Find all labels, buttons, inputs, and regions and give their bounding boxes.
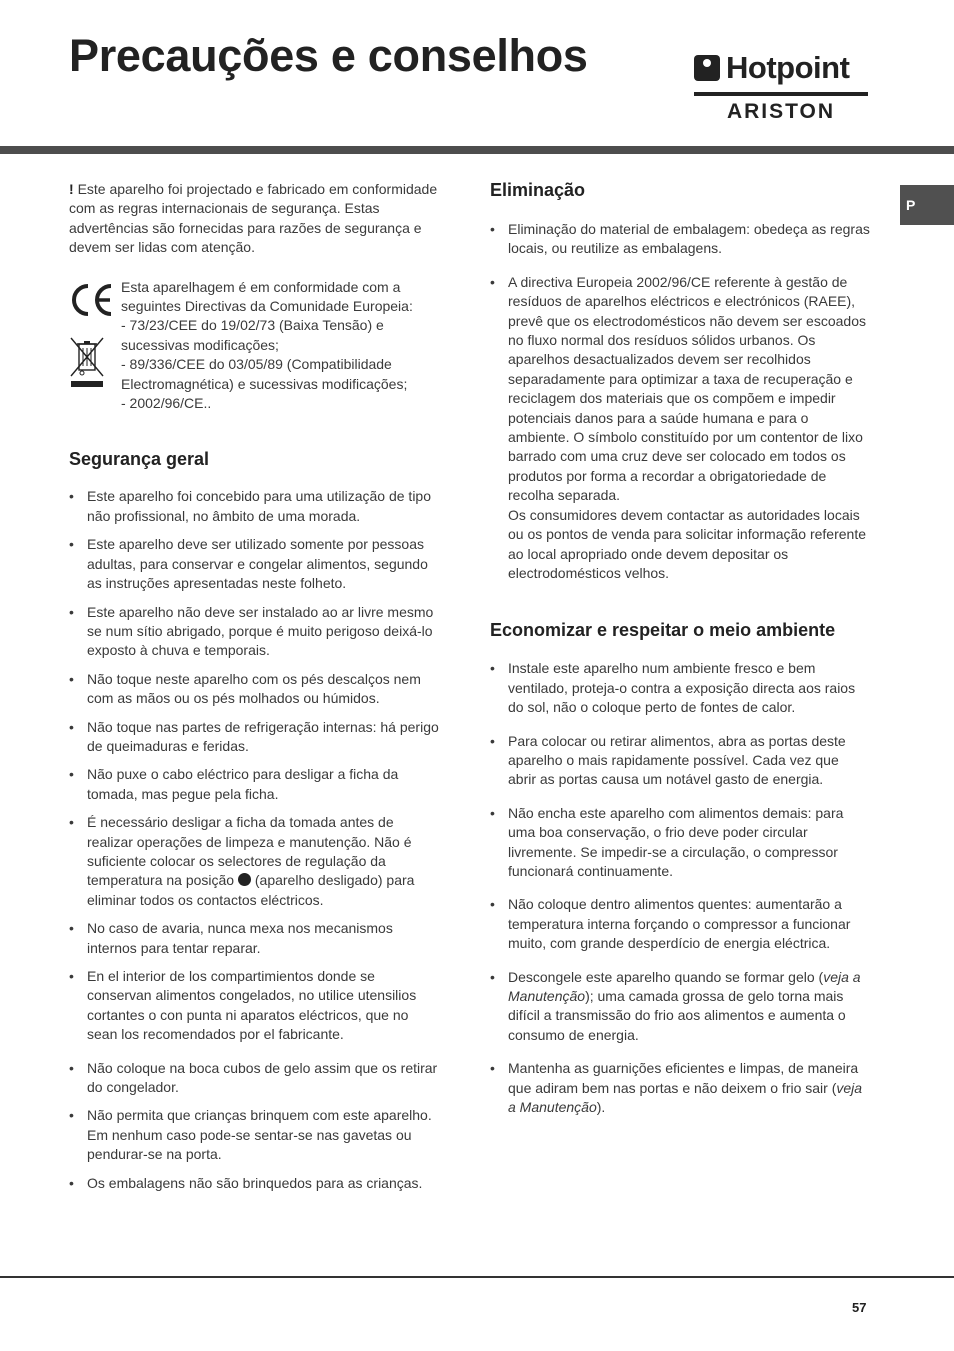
list-item: • Para colocar ou retirar alimentos, abra as portas deste aparelho o mais rapidamente possível. Cada vez que abrir as portas causa um notável gasto de energia. (490, 732, 870, 790)
brand-logo (694, 50, 870, 126)
warning-icon: ! (69, 181, 74, 197)
intro-text: Este aparelho foi projectado e fabricado em conformidade com as regras internacionais de segurança. Estas advertências são fornecidas para razões de segurança e devem ser lidas com atenção. (69, 181, 438, 256)
list-item: • Este aparelho foi concebido para uma utilização de tipo não profissional, no âmbito de uma morada. (69, 487, 441, 526)
section-heading-economizar: Economizar e respeitar o meio ambiente (490, 620, 836, 641)
right-column (490, 180, 870, 1131)
intro-paragraph (69, 180, 441, 258)
list-item: • Não toque nas partes de refrigeração internas: há perigo de queimaduras e feridas. (69, 718, 441, 757)
list-item: • Não permita que crianças brinquem com este aparelho. Em nenhum caso pode-se sentar-se nas gavetas ou pendurar-se na porta. (69, 1106, 441, 1164)
language-tab: P (900, 185, 954, 225)
conformity-block (69, 278, 441, 414)
ce-mark-icon (69, 282, 115, 318)
directive-line: - 89/336/CEE do 03/05/89 (Compatibilidade Electromagnética) e sucessivas modificações; (121, 356, 408, 392)
hotpoint-logo-icon (694, 55, 720, 81)
list-item-text: Mantenha as guarnições eficientes e limpas, de maneira que adiram bem nas portas e não deixem o frio sair ( (508, 1060, 859, 1096)
list-item (490, 273, 870, 584)
list-item: • Este aparelho deve ser utilizado somente por pessoas adultas, para conservar e congelar alimentos, segundo as instruções apresentadas neste folheto. (69, 535, 441, 593)
list-item-text: Os consumidores devem contactar as autoridades locais ou os pontos de venda para solicitar informação referente ao local apropriado onde devem depositar os electrodomésticos velhos. (508, 506, 866, 581)
list-item-text: ); uma camada grossa de gelo torna mais difícil a transmissão do frio aos alimentos e aumenta o consumo de energia. (508, 988, 846, 1043)
directive-line: - 2002/96/CE.. (121, 395, 212, 412)
list-item: • Eliminação do material de embalagem: obedeça as regras locais, ou reutilize as embalagens. (490, 220, 870, 259)
list-item-text: Descongele este aparelho quando se formar gelo ( (508, 968, 824, 985)
list-item: • No caso de avaria, nunca mexa nos mecanismos internos para tentar reparar. (69, 919, 441, 958)
disposal-list (490, 220, 870, 583)
directive-line: Esta aparelhagem é em conformidade com a seguintes Directivas da Comunidade Europeia: (121, 278, 413, 315)
list-item (69, 813, 441, 910)
list-item: • Não encha este aparelho com alimentos demais: para uma boa conservação, o frio deve poder circular livremente. Se impedir-se a circulação, o compressor funcionará continuamente. (490, 804, 870, 882)
list-item: • Não coloque dentro alimentos quentes: aumentarão a temperatura interna forçando o compressor a funcionar muito, com grande desperdício de energia eléctrica. (490, 895, 870, 953)
energy-saving-list (490, 659, 870, 1117)
list-item: • Este aparelho não deve ser instalado ao ar livre mesmo se num sítio abrigado, porque é muito perigoso deixá-lo exposto à chuva e temporais. (69, 603, 441, 661)
footer-divider (0, 1276, 954, 1278)
list-item: • En el interior de los compartimientos donde se conservan alimentos congelados, no utilice utensilios cortantes o con punta ni aparatos eléctricos, que no sean los recomendados por el fabricante. (69, 967, 441, 1045)
list-item: • Não puxe o cabo eléctrico para desligar a ficha da tomada, mas pegue pela ficha. (69, 765, 441, 804)
list-item-text: É necessário desligar a ficha da tomada antes de realizar operações de limpeza e manutenção. Não é suficiente colocar os selectores de regulação da temperatura na posição (87, 814, 412, 889)
cross-reference: veja a Manutenção (508, 968, 861, 1004)
section-heading-seguranca: Segurança geral (69, 449, 210, 470)
safety-list (69, 487, 441, 1193)
list-item: • Não coloque na boca cubos de gelo assim que os retirar do congelador. (69, 1059, 441, 1098)
list-item-text: (aparelho desligado) para eliminar todos os contactos eléctricos. (87, 872, 415, 908)
logo-hotpoint-text: Hotpoint (726, 50, 850, 85)
logo-ariston-text: ARISTON (726, 100, 836, 123)
list-item-text: A directiva Europeia 2002/96/CE referente à gestão de resíduos de aparelhos eléctricos e electrónicos (RAEE), prevê que os electrodomésticos não devem ser escoados no fluxo normal dos resíduos sólidos urbanos. Os aparelhos desactualizados devem ser recolhidos separadamente para optimizar a taxa de recuperação e reciclagem dos materiais que os compõem e impedir potenciais danos para a saúde humana e para o ambiente. O símbolo constituído por um contentor de lixo barrado com uma cruz deve ser colocado em todos os produtos por forma a recordar a obrigatoriedade de recolha separada. (508, 273, 866, 504)
crossed-bin-icon (69, 336, 105, 388)
header-divider (0, 146, 954, 154)
list-item: • Não toque neste aparelho com os pés descalços nem com as mãos ou os pés molhados ou húmidos. (69, 670, 441, 709)
list-item: • Os embalagens não são brinquedos para as crianças. (69, 1174, 441, 1193)
list-item: • Instale este aparelho num ambiente fresco e bem ventilado, proteja-o contra a exposição directa aos raios do sol, não o coloque perto de fontes de calor. (490, 659, 870, 717)
list-item-text: ). (596, 1099, 606, 1116)
left-column (69, 180, 441, 1202)
directive-list (121, 278, 441, 414)
off-position-icon (238, 873, 251, 886)
logo-divider (694, 92, 868, 96)
list-item (490, 1059, 870, 1117)
page-title: Precauções e conselhos (69, 30, 588, 81)
directive-line: - 73/23/CEE do 19/02/73 (Baixa Tensão) e sucessivas modificações; (121, 317, 384, 353)
section-heading-eliminacao: Eliminação (490, 180, 586, 200)
page-number: 57 (852, 1300, 867, 1315)
list-item (490, 968, 870, 1046)
cross-reference: veja a Manutenção (508, 1079, 863, 1116)
